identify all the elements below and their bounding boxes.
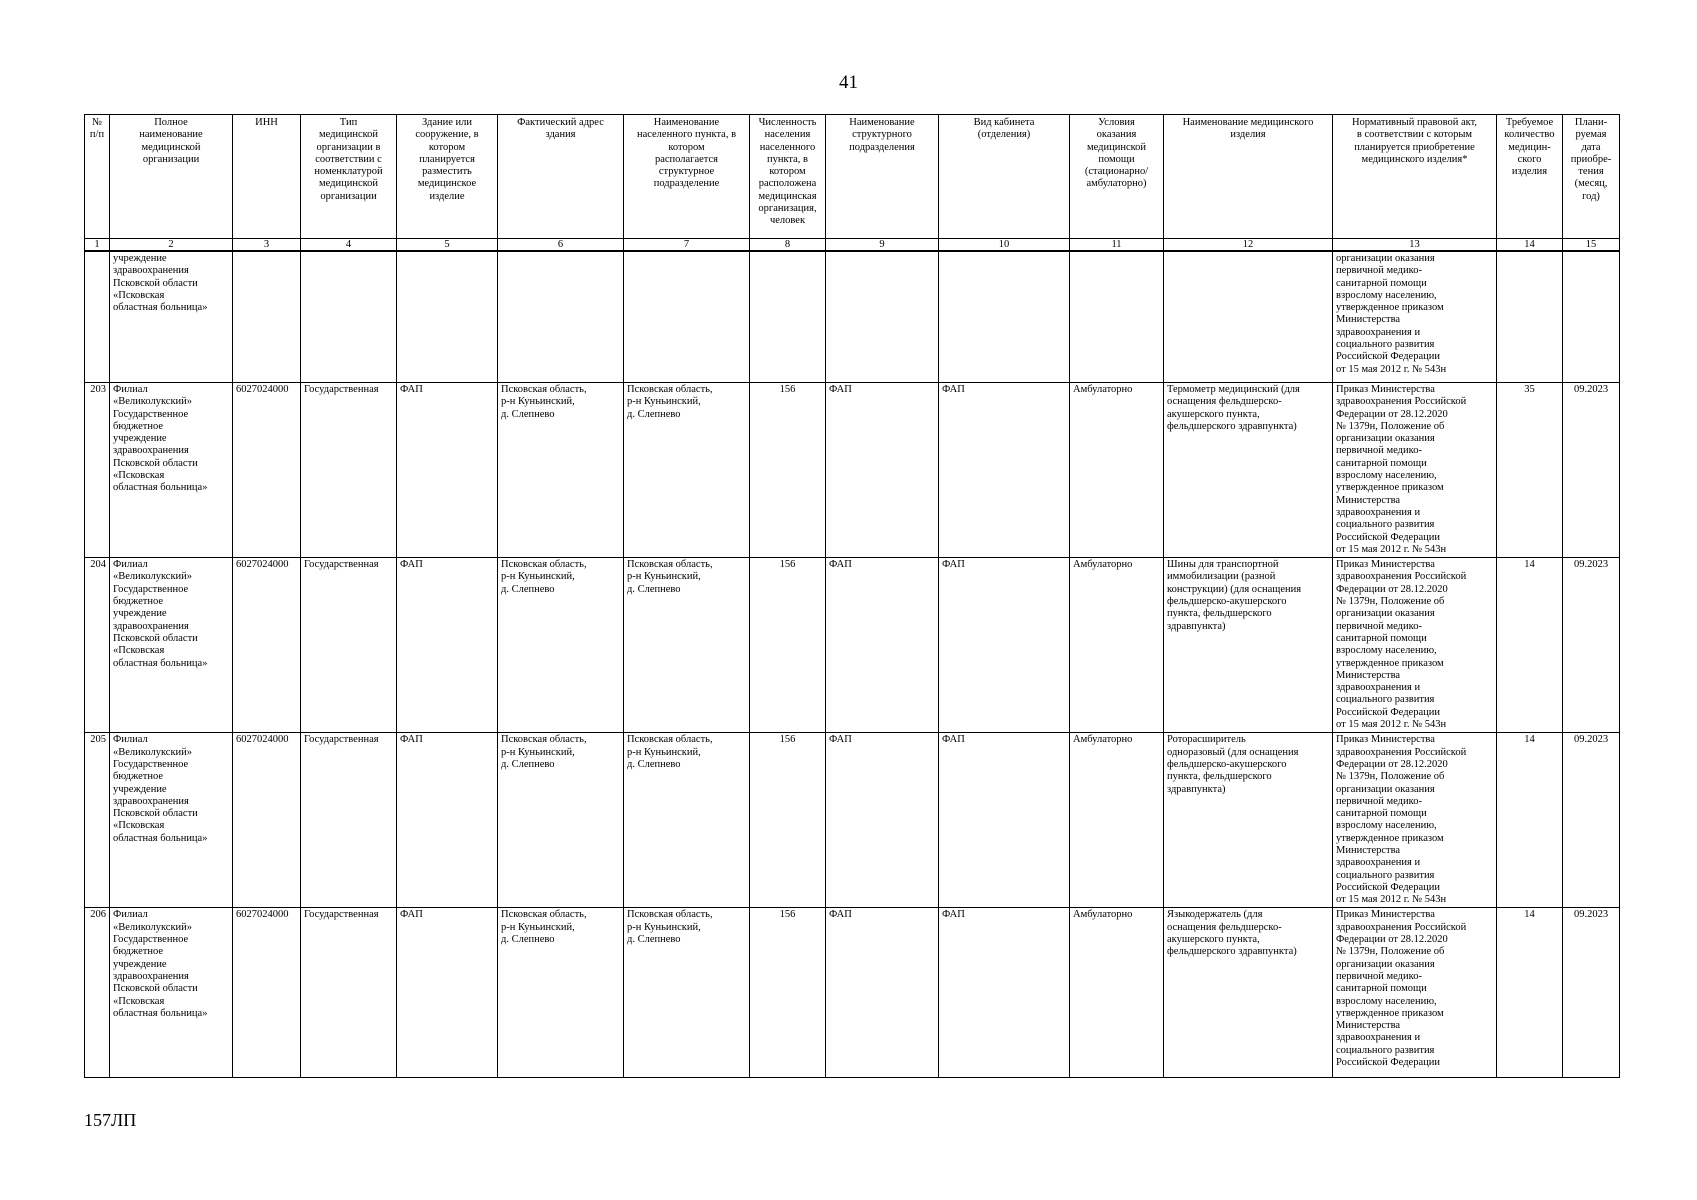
cell-population: 156 bbox=[750, 733, 826, 908]
header-cell: Нормативный правовой акт, в соответствии с которым планируется приобретение медицинского изделия* bbox=[1333, 115, 1497, 239]
document-footer-code: 157ЛП bbox=[84, 1110, 137, 1130]
cell-num: 204 bbox=[85, 558, 110, 733]
cell-quantity: 14 bbox=[1497, 908, 1563, 1078]
cell-type: Государственная bbox=[301, 908, 397, 1078]
cell-settlement: Псковская область, р-н Куньинский, д. Слепнево bbox=[624, 558, 750, 733]
cell-type: Государственная bbox=[301, 733, 397, 908]
column-number: 9 bbox=[826, 239, 939, 252]
column-number: 5 bbox=[397, 239, 498, 252]
cell-conditions: Амбулаторно bbox=[1070, 383, 1164, 558]
cell-date: 09.2023 bbox=[1563, 558, 1620, 733]
header-cell: Здание или сооружение, в котором планируется разместить медицинское изделие bbox=[397, 115, 498, 239]
column-number: 15 bbox=[1563, 239, 1620, 252]
cell-quantity bbox=[1497, 251, 1563, 383]
cell-act: Приказ Министерства здравоохранения Российской Федерации от 28.12.2020 № 1379н, Положение об организации оказания первичной медико- санитарной помощи взрослому населению, утвержденное приказом Министерства здравоохранения и социального развития Российской Федерации от 15 мая 2012 г. № 543н bbox=[1333, 383, 1497, 558]
cell-quantity: 14 bbox=[1497, 558, 1563, 733]
cell-cabinet: ФАП bbox=[939, 383, 1070, 558]
header-cell: Численность населения населенного пункта, в котором расположена медицинская организация, человек bbox=[750, 115, 826, 239]
header-cell: ИНН bbox=[233, 115, 301, 239]
cell-address: Псковская область, р-н Куньинский, д. Слепнево bbox=[498, 383, 624, 558]
cell-settlement: Псковская область, р-н Куньинский, д. Слепнево bbox=[624, 908, 750, 1078]
cell-settlement: Псковская область, р-н Куньинский, д. Слепнево bbox=[624, 383, 750, 558]
cell-building: ФАП bbox=[397, 558, 498, 733]
header-cell: Наименование медицинского изделия bbox=[1164, 115, 1333, 239]
cell-population: 156 bbox=[750, 383, 826, 558]
cell-cabinet: ФАП bbox=[939, 733, 1070, 908]
page-number: 41 bbox=[839, 72, 858, 93]
column-number: 7 bbox=[624, 239, 750, 252]
header-cell: Вид кабинета (отделения) bbox=[939, 115, 1070, 239]
cell-type bbox=[301, 251, 397, 383]
cell-population: 156 bbox=[750, 558, 826, 733]
cell-device: Роторасширитель одноразовый (для оснащения фельдшерско-акушерского пункта, фельдшерского здравпункта) bbox=[1164, 733, 1333, 908]
cell-conditions: Амбулаторно bbox=[1070, 733, 1164, 908]
cell-org: Филиал «Великолукский» Государственное бюджетное учреждение здравоохранения Псковской области «Псковская областная больница» bbox=[110, 558, 233, 733]
column-number: 14 bbox=[1497, 239, 1563, 252]
header-cell: Фактический адрес здания bbox=[498, 115, 624, 239]
cell-device bbox=[1164, 251, 1333, 383]
cell-act: организации оказания первичной медико- санитарной помощи взрослому населению, утвержденное приказом Министерства здравоохранения и социального развития Российской Федерации от 15 мая 2012 г. № 543н bbox=[1333, 251, 1497, 383]
cell-org: Филиал «Великолукский» Государственное бюджетное учреждение здравоохранения Псковской области «Псковская областная больница» bbox=[110, 908, 233, 1078]
column-number-row bbox=[85, 239, 1620, 252]
cell-type: Государственная bbox=[301, 383, 397, 558]
header-cell: Полное наименование медицинской организации bbox=[110, 115, 233, 239]
cell-address: Псковская область, р-н Куньинский, д. Слепнево bbox=[498, 908, 624, 1078]
cell-num: 206 bbox=[85, 908, 110, 1078]
cell-act: Приказ Министерства здравоохранения Российской Федерации от 28.12.2020 № 1379н, Положение об организации оказания первичной медико- санитарной помощи взрослому населению, утвержденное приказом Министерства здравоохранения и социального развития Российской Федерации от 15 мая 2012 г. № 543н bbox=[1333, 733, 1497, 908]
cell-date: 09.2023 bbox=[1563, 733, 1620, 908]
cell-building: ФАП bbox=[397, 908, 498, 1078]
table-row bbox=[85, 733, 1620, 908]
cell-date: 09.2023 bbox=[1563, 908, 1620, 1078]
cell-device: Языкодержатель (для оснащения фельдшерско- акушерского пункта, фельдшерского здравпункта) bbox=[1164, 908, 1333, 1078]
cell-org: Филиал «Великолукский» Государственное бюджетное учреждение здравоохранения Псковской области «Псковская областная больница» bbox=[110, 733, 233, 908]
cell-population bbox=[750, 251, 826, 383]
column-number: 11 bbox=[1070, 239, 1164, 252]
cell-date bbox=[1563, 251, 1620, 383]
cell-unit: ФАП bbox=[826, 733, 939, 908]
column-number: 13 bbox=[1333, 239, 1497, 252]
cell-org: учреждение здравоохранения Псковской области «Псковская областная больница» bbox=[110, 251, 233, 383]
table-row-continuation bbox=[85, 251, 1620, 383]
cell-org: Филиал «Великолукский» Государственное бюджетное учреждение здравоохранения Псковской области «Псковская областная больница» bbox=[110, 383, 233, 558]
cell-cabinet: ФАП bbox=[939, 908, 1070, 1078]
cell-cabinet bbox=[939, 251, 1070, 383]
cell-quantity: 14 bbox=[1497, 733, 1563, 908]
table-row bbox=[85, 908, 1620, 1078]
cell-device: Термометр медицинский (для оснащения фельдшерско- акушерского пункта, фельдшерского здравпункта) bbox=[1164, 383, 1333, 558]
cell-inn: 6027024000 bbox=[233, 908, 301, 1078]
column-number: 12 bbox=[1164, 239, 1333, 252]
cell-cabinet: ФАП bbox=[939, 558, 1070, 733]
cell-quantity: 35 bbox=[1497, 383, 1563, 558]
column-number: 3 bbox=[233, 239, 301, 252]
cell-date: 09.2023 bbox=[1563, 383, 1620, 558]
cell-inn: 6027024000 bbox=[233, 733, 301, 908]
cell-act: Приказ Министерства здравоохранения Российской Федерации от 28.12.2020 № 1379н, Положение об организации оказания первичной медико- санитарной помощи взрослому населению, утвержденное приказом Министерства здравоохранения и социального развития Российской Федерации bbox=[1333, 908, 1497, 1078]
cell-building: ФАП bbox=[397, 733, 498, 908]
cell-unit: ФАП bbox=[826, 558, 939, 733]
cell-unit: ФАП bbox=[826, 383, 939, 558]
table-row bbox=[85, 383, 1620, 558]
cell-unit: ФАП bbox=[826, 908, 939, 1078]
medical-devices-table bbox=[84, 114, 1620, 1078]
header-cell: Наименование структурного подразделения bbox=[826, 115, 939, 239]
cell-conditions: Амбулаторно bbox=[1070, 558, 1164, 733]
cell-building: ФАП bbox=[397, 383, 498, 558]
cell-address: Псковская область, р-н Куньинский, д. Слепнево bbox=[498, 733, 624, 908]
column-number: 8 bbox=[750, 239, 826, 252]
column-number: 10 bbox=[939, 239, 1070, 252]
cell-inn bbox=[233, 251, 301, 383]
cell-address: Псковская область, р-н Куньинский, д. Слепнево bbox=[498, 558, 624, 733]
cell-settlement bbox=[624, 251, 750, 383]
cell-building bbox=[397, 251, 498, 383]
header-cell: Тип медицинской организации в соответствии с номенклатурой медицинской организации bbox=[301, 115, 397, 239]
cell-act: Приказ Министерства здравоохранения Российской Федерации от 28.12.2020 № 1379н, Положение об организации оказания первичной медико- санитарной помощи взрослому населению, утвержденное приказом Министерства здравоохранения и социального развития Российской Федерации от 15 мая 2012 г. № 543н bbox=[1333, 558, 1497, 733]
cell-inn: 6027024000 bbox=[233, 558, 301, 733]
cell-settlement: Псковская область, р-н Куньинский, д. Слепнево bbox=[624, 733, 750, 908]
cell-num: 203 bbox=[85, 383, 110, 558]
table-row bbox=[85, 558, 1620, 733]
header-cell: Наименование населенного пункта, в котором располагается структурное подразделение bbox=[624, 115, 750, 239]
header-cell: № п/п bbox=[85, 115, 110, 239]
header-row bbox=[85, 115, 1620, 239]
header-cell: Плани- руемая дата приобре- тения (месяц, год) bbox=[1563, 115, 1620, 239]
header-cell: Требуемое количество медицин- ского изделия bbox=[1497, 115, 1563, 239]
column-number: 1 bbox=[85, 239, 110, 252]
header-cell: Условия оказания медицинской помощи (стационарно/ амбулаторно) bbox=[1070, 115, 1164, 239]
column-number: 6 bbox=[498, 239, 624, 252]
cell-address bbox=[498, 251, 624, 383]
cell-conditions bbox=[1070, 251, 1164, 383]
cell-conditions: Амбулаторно bbox=[1070, 908, 1164, 1078]
cell-unit bbox=[826, 251, 939, 383]
column-number: 2 bbox=[110, 239, 233, 252]
column-number: 4 bbox=[301, 239, 397, 252]
cell-num bbox=[85, 251, 110, 383]
cell-type: Государственная bbox=[301, 558, 397, 733]
cell-inn: 6027024000 bbox=[233, 383, 301, 558]
cell-population: 156 bbox=[750, 908, 826, 1078]
cell-num: 205 bbox=[85, 733, 110, 908]
cell-device: Шины для транспортной иммобилизации (разной конструкции) (для оснащения фельдшерско-акушерского пункта, фельдшерского здравпункта) bbox=[1164, 558, 1333, 733]
